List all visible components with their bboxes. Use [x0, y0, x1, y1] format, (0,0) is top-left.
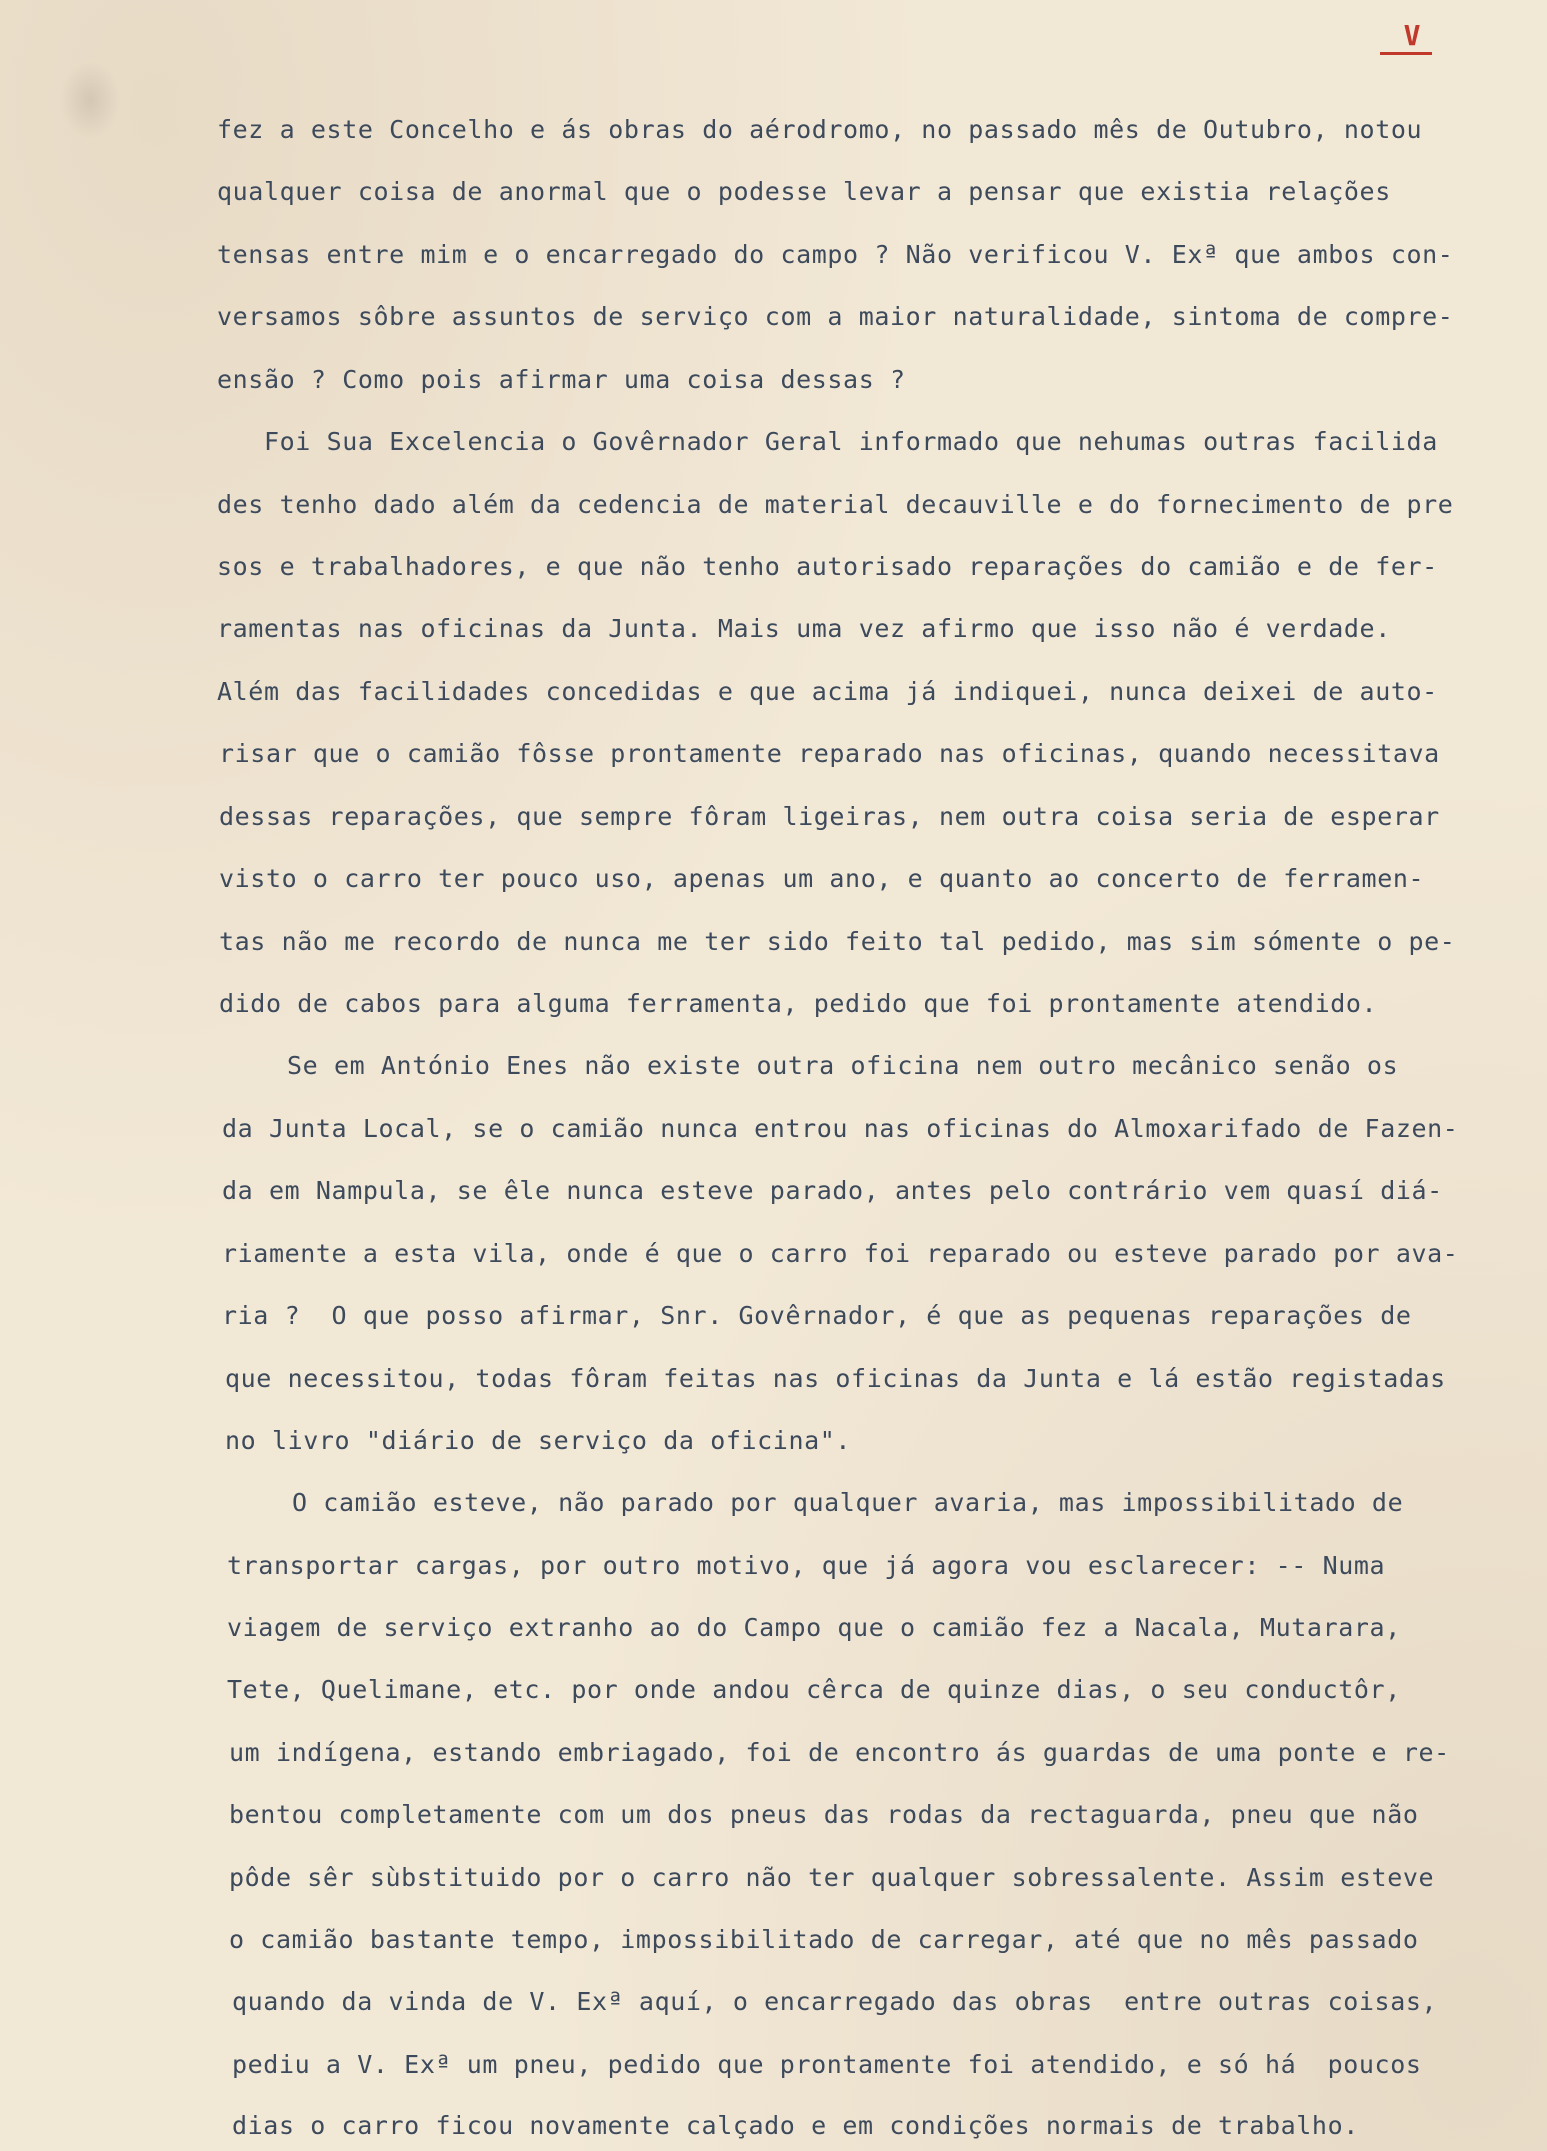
text-line: ramentas nas oficinas da Junta. Mais uma vez afirmo que isso não é verdade.	[217, 614, 1391, 643]
text-line: ria ? O que posso afirmar, Snr. Govêrnador, é que as pequenas reparações de	[222, 1301, 1412, 1330]
text-line: versamos sôbre assuntos de serviço com a maior naturalidade, sintoma de compre-	[217, 302, 1454, 331]
page-number: V	[1403, 19, 1421, 52]
text-line: dias o carro ficou novamente calçado e em condições normais de trabalho.	[232, 2111, 1359, 2140]
text-line: Foi Sua Excelencia o Govêrnador Geral informado que nehumas outras facilida	[264, 427, 1438, 456]
text-line: que necessitou, todas fôram feitas nas oficinas da Junta e lá estão registadas	[225, 1364, 1446, 1393]
text-line: Tete, Quelimane, etc. por onde andou cêrca de quinze dias, o seu conductôr,	[227, 1675, 1401, 1704]
text-line: quando da vinda de V. Exª aquí, o encarregado das obras entre outras coisas,	[232, 1987, 1438, 2016]
text-line: risar que o camião fôsse prontamente reparado nas oficinas, quando necessitava	[219, 739, 1440, 768]
text-line: da em Nampula, se êle nunca esteve parado, antes pelo contrário vem quasí diá-	[222, 1176, 1443, 1205]
text-line: qualquer coisa de anormal que o podesse levar a pensar que existia relações	[217, 177, 1391, 206]
text-line: riamente a esta vila, onde é que o carro foi reparado ou esteve parado por ava-	[222, 1239, 1459, 1268]
text-line: Além das facilidades concedidas e que acima já indiquei, nunca deixei de auto-	[217, 677, 1438, 706]
text-line: ensão ? Como pois afirmar uma coisa dessas ?	[217, 365, 906, 394]
text-line: dido de cabos para alguma ferramenta, pedido que foi prontamente atendido.	[219, 989, 1378, 1018]
text-line: viagem de serviço extranho ao do Campo que o camião fez a Nacala, Mutarara,	[227, 1613, 1401, 1642]
text-line: sos e trabalhadores, e que não tenho autorisado reparações do camião e de fer-	[217, 552, 1438, 581]
text-line: um indígena, estando embriagado, foi de encontro ás guardas de uma ponte e re-	[229, 1738, 1450, 1767]
text-line: pediu a V. Exª um pneu, pedido que prontamente foi atendido, e só há poucos	[232, 2050, 1422, 2079]
text-line: Se em António Enes não existe outra oficina nem outro mecânico senão os	[287, 1051, 1399, 1080]
text-line: dessas reparações, que sempre fôram ligeiras, nem outra coisa seria de esperar	[219, 802, 1440, 831]
text-line: O camião esteve, não parado por qualquer avaria, mas impossibilitado de	[292, 1488, 1404, 1517]
text-line: bentou completamente com um dos pneus das rodas da rectaguarda, pneu que não	[229, 1800, 1419, 1829]
text-line: o camião bastante tempo, impossibilitado de carregar, até que no mês passado	[229, 1925, 1419, 1954]
text-line: no livro "diário de serviço da oficina".	[225, 1426, 852, 1455]
text-line: tas não me recordo de nunca me ter sido feito tal pedido, mas sim sómente o pe-	[219, 927, 1456, 956]
text-line: tensas entre mim e o encarregado do campo ? Não verificou V. Exª que ambos con-	[217, 240, 1454, 269]
text-line: fez a este Concelho e ás obras do aérodromo, no passado mês de Outubro, notou	[217, 115, 1423, 144]
text-line: visto o carro ter pouco uso, apenas um ano, e quanto ao concerto de ferramen-	[219, 864, 1425, 893]
text-line: pôde sêr sùbstituido por o carro não ter qualquer sobressalente. Assim esteve	[229, 1863, 1435, 1892]
text-line: transportar cargas, por outro motivo, que já agora vou esclarecer: -- Numa	[227, 1551, 1386, 1580]
text-line: des tenho dado além da cedencia de material decauville e do fornecimento de pre	[217, 490, 1454, 519]
text-line: da Junta Local, se o camião nunca entrou nas oficinas do Almoxarifado de Fazen-	[222, 1114, 1459, 1143]
